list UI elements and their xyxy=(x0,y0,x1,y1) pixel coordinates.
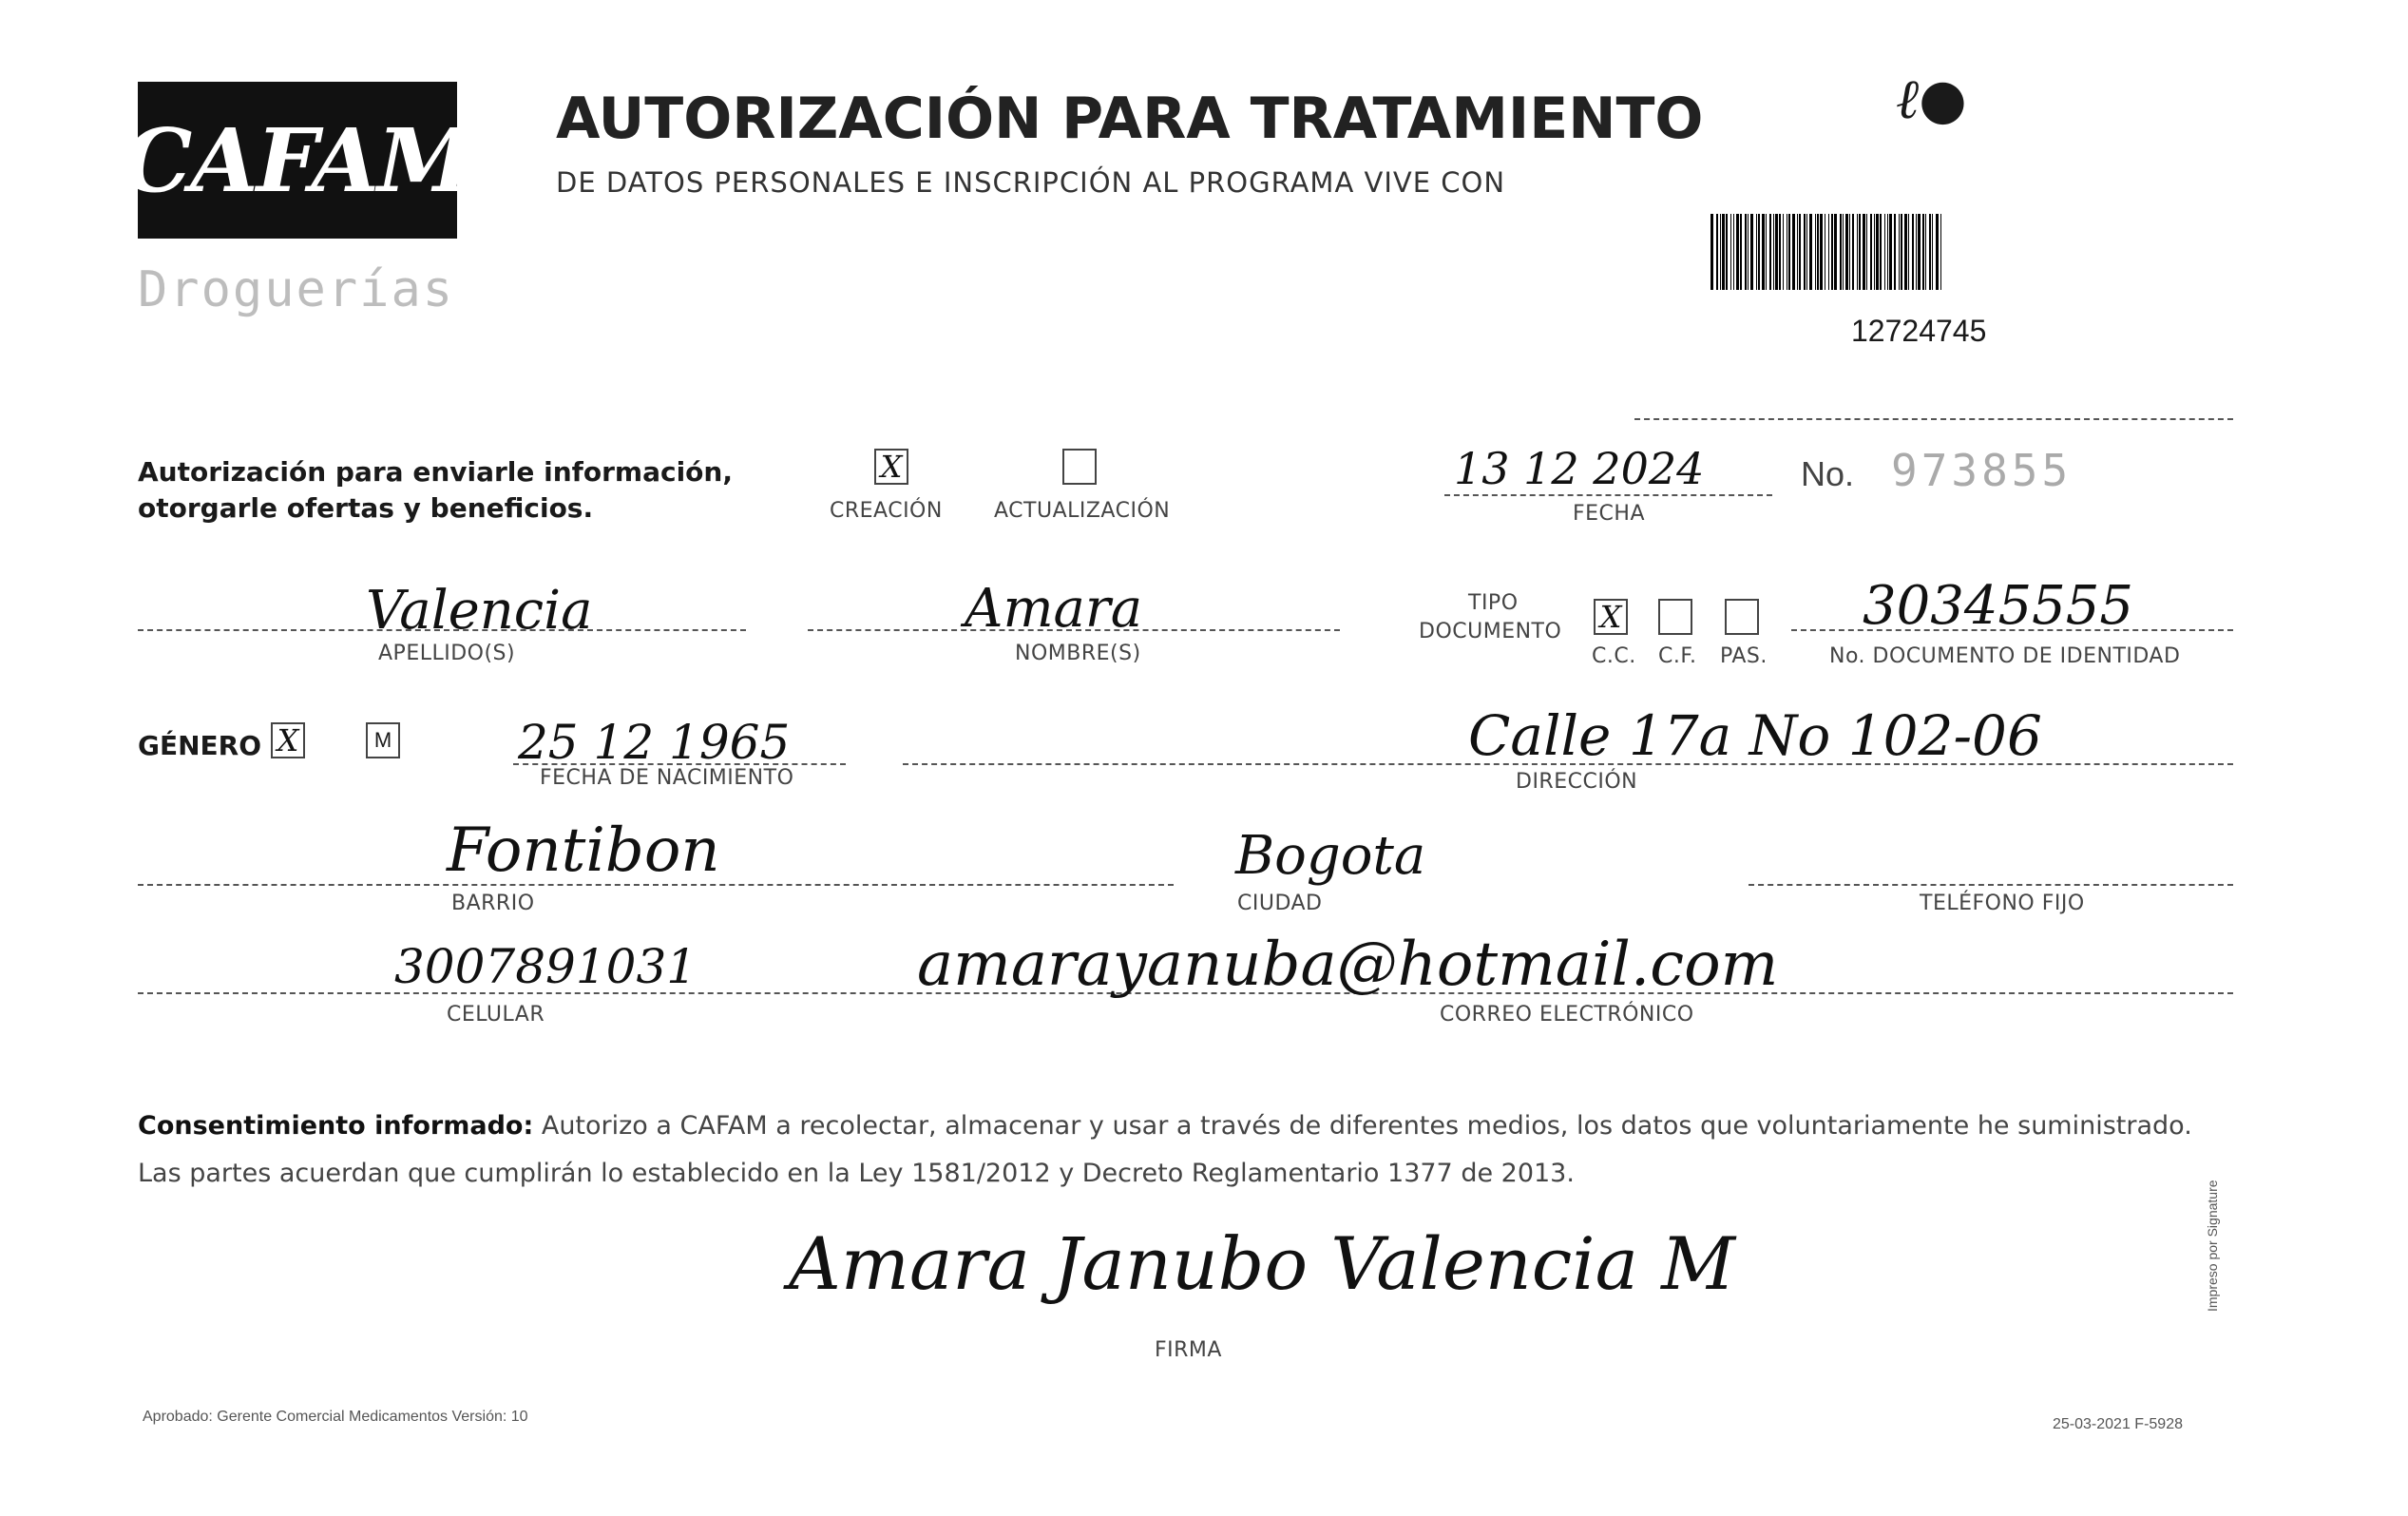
creacion-checkbox[interactable] xyxy=(874,449,908,485)
barcode-bar xyxy=(1840,214,1842,290)
barrio-value: Fontibon xyxy=(447,816,720,886)
barcode-bar xyxy=(1916,214,1917,290)
barcode-bar xyxy=(1740,214,1742,290)
logo-subtext: Droguerías xyxy=(138,261,455,318)
authorization-text-1: Autorización para enviarle información, xyxy=(138,456,733,488)
no-label: No. xyxy=(1801,454,1855,493)
page-subtitle: DE DATOS PERSONALES E INSCRIPCIÓN AL PROGRAMA VIVE CON xyxy=(556,166,1506,199)
consent-text-1: Autorizo a CAFAM a recolectar, almacenar y usar a través de diferentes medios, los datos que voluntariamente he suministrado. xyxy=(541,1111,2192,1141)
barcode-bar xyxy=(1880,214,1882,290)
barcode-bar xyxy=(1730,214,1731,290)
barcode-bar xyxy=(1929,214,1931,290)
barcode-bar xyxy=(1775,214,1778,290)
signature-label: FIRMA xyxy=(1155,1338,1222,1362)
barcode-bar xyxy=(1831,214,1833,290)
nacimiento-line xyxy=(513,763,846,765)
nacimiento-label: FECHA DE NACIMIENTO xyxy=(540,766,794,790)
barcode-bar xyxy=(1887,214,1888,290)
barcode-bar xyxy=(1852,214,1854,290)
barcode-bar xyxy=(1773,214,1774,290)
consent-line-1 xyxy=(138,1103,2266,1150)
barcode-bar xyxy=(1817,214,1819,290)
correo-value: amarayanuba@hotmail.com xyxy=(917,930,1779,1000)
barcode-bar xyxy=(1874,214,1875,290)
barcode-bar xyxy=(1769,214,1771,290)
barcode-bar xyxy=(1710,214,1713,290)
barcode-bar xyxy=(1799,214,1801,290)
barcode-bar xyxy=(1849,214,1850,290)
documento-label: No. DOCUMENTO DE IDENTIDAD xyxy=(1829,644,2181,668)
fecha-label: FECHA xyxy=(1573,502,1646,526)
barcode-bar xyxy=(1762,214,1765,290)
barcode-bar xyxy=(1918,214,1921,290)
barcode-number: 12724745 xyxy=(1851,314,1987,348)
barcode-bar xyxy=(1863,214,1865,290)
barcode-bar xyxy=(1925,214,1926,290)
direccion-value: Calle 17a No 102-06 xyxy=(1468,703,2042,768)
barcode xyxy=(1710,214,2100,290)
barcode-bar xyxy=(1722,214,1725,290)
documento-value: 30345555 xyxy=(1863,575,2134,637)
barcode-bar xyxy=(1797,214,1798,290)
celular-label: CELULAR xyxy=(447,1003,545,1027)
barcode-bar xyxy=(1783,214,1784,290)
nacimiento-value: 25 12 1965 xyxy=(518,715,791,770)
genero-label: GÉNERO xyxy=(138,730,262,761)
barcode-bar xyxy=(1901,214,1902,290)
genero-m-label: M xyxy=(373,728,392,752)
actualizacion-label: ACTUALIZACIÓN xyxy=(994,499,1171,523)
barcode-bar xyxy=(1908,214,1909,290)
apellidos-value: Valencia xyxy=(366,580,593,642)
actualizacion-checkbox[interactable] xyxy=(1062,449,1097,485)
barcode-bar xyxy=(1845,214,1848,290)
barcode-bar xyxy=(1820,214,1823,290)
barcode-bar xyxy=(1716,214,1718,290)
barcode-bar xyxy=(1912,214,1914,290)
barcode-bar xyxy=(1899,214,1900,290)
page-title: AUTORIZACIÓN PARA TRATAMIENTO xyxy=(556,86,1704,152)
barcode-bar xyxy=(1736,214,1739,290)
barcode-bar xyxy=(1843,214,1844,290)
fecha-line xyxy=(1444,494,1772,496)
barcode-bar xyxy=(1894,214,1896,290)
barcode-bar xyxy=(1766,214,1767,290)
barcode-bar xyxy=(1745,214,1747,290)
consent-heading: Consentimiento informado: xyxy=(138,1111,534,1141)
barcode-bar xyxy=(1726,214,1728,290)
signature-value: Amara Janubo Valencia M xyxy=(789,1221,1735,1306)
footer-right: 25-03-2021 F-5928 xyxy=(2053,1416,2183,1432)
barcode-bar xyxy=(1750,214,1753,290)
barcode-bar xyxy=(1922,214,1924,290)
barcode-bar xyxy=(1806,214,1807,290)
creacion-mark: X xyxy=(880,449,903,485)
barcode-bar xyxy=(1804,214,1806,290)
cf-label: C.F. xyxy=(1658,644,1697,668)
barcode-bar xyxy=(1809,214,1812,290)
fecha-value: 13 12 2024 xyxy=(1454,443,1705,494)
apellidos-label: APELLIDO(S) xyxy=(378,642,516,665)
cf-checkbox[interactable] xyxy=(1658,599,1692,635)
barcode-bar xyxy=(1936,214,1939,290)
cafam-logo xyxy=(123,82,472,239)
ciudad-label: CIUDAD xyxy=(1237,892,1323,915)
barcode-bar xyxy=(1720,214,1721,290)
consent-line-2: Las partes acuerdan que cumplirán lo establecido en la Ley 1581/2012 y Decreto Reglamentario 1377 de 2013. xyxy=(138,1159,1575,1188)
authorization-text-2: otorgarle ofertas y beneficios. xyxy=(138,492,594,524)
telefono-label: TELÉFONO FIJO xyxy=(1920,892,2085,915)
logo-text: CAFAM xyxy=(123,108,472,212)
barcode-bar xyxy=(1788,214,1790,290)
barcode-bar xyxy=(1792,214,1795,290)
barcode-bar xyxy=(1748,214,1749,290)
celular-value: 3007891031 xyxy=(394,939,698,994)
barcode-bar xyxy=(1876,214,1879,290)
barcode-bar xyxy=(1870,214,1872,290)
barcode-bar xyxy=(1859,214,1861,290)
barcode-bar xyxy=(1904,214,1907,290)
cc-checkbox[interactable] xyxy=(1594,599,1628,635)
tipo-doc-label-1: TIPO xyxy=(1468,591,1519,615)
footer-left: Aprobado: Gerente Comercial Medicamentos Versión: 10 xyxy=(143,1409,528,1425)
barcode-bar xyxy=(1884,214,1885,290)
barcode-bar xyxy=(1857,214,1858,290)
cc-mark: X xyxy=(1599,599,1622,635)
pas-checkbox[interactable] xyxy=(1725,599,1759,635)
barcode-bar xyxy=(1828,214,1829,290)
barcode-bar xyxy=(1834,214,1837,290)
footer-side: Impreso por Signature xyxy=(2205,1180,2220,1312)
genero-f-mark: X xyxy=(277,722,299,758)
corner-mark: ℓ● xyxy=(1896,67,1967,131)
barcode-bar xyxy=(1889,214,1892,290)
barrio-label: BARRIO xyxy=(451,892,535,915)
barcode-bar xyxy=(1940,214,1941,290)
no-value: 973855 xyxy=(1891,445,2073,496)
genero-f-checkbox[interactable] xyxy=(271,722,305,758)
tipo-doc-label-2: DOCUMENTO xyxy=(1419,620,1562,643)
correo-label: CORREO ELECTRÓNICO xyxy=(1440,1003,1694,1027)
barcode-bar xyxy=(1756,214,1757,290)
nombres-label: NOMBRE(S) xyxy=(1015,642,1141,665)
ciudad-value: Bogota xyxy=(1235,825,1426,887)
pas-label: PAS. xyxy=(1720,644,1768,668)
barcode-bar xyxy=(1779,214,1781,290)
barcode-bar xyxy=(1815,214,1816,290)
barcode-bar xyxy=(1733,214,1734,290)
date-top-line xyxy=(1634,418,2233,420)
direccion-label: DIRECCIÓN xyxy=(1516,770,1638,794)
nombres-value: Amara xyxy=(965,578,1143,640)
telefono-line xyxy=(1749,884,2233,886)
barcode-bar xyxy=(1866,214,1867,290)
genero-m-checkbox[interactable] xyxy=(366,722,400,758)
barcode-bar xyxy=(1758,214,1760,290)
creacion-label: CREACIÓN xyxy=(830,499,943,523)
barcode-bar xyxy=(1932,214,1933,290)
cc-label: C.C. xyxy=(1592,644,1636,668)
